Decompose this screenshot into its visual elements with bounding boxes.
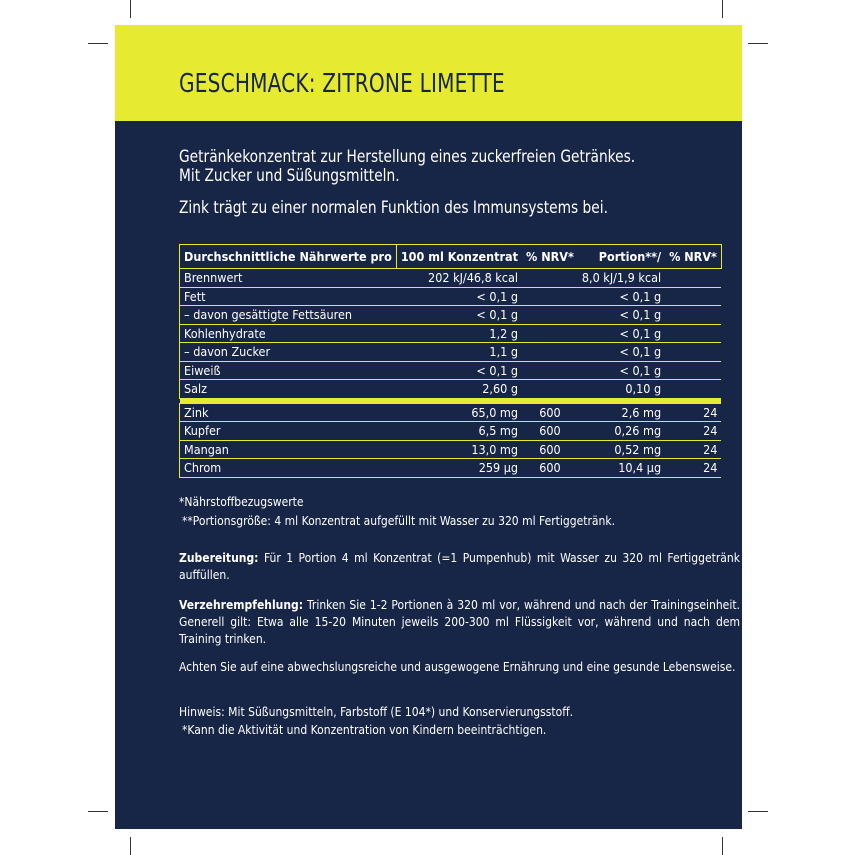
flavor-header <box>115 25 742 121</box>
header-cell: % NRV* <box>665 245 721 269</box>
crop-mark <box>748 43 768 44</box>
cell-nrv2 <box>665 380 721 399</box>
cell-conc: < 0,1 g <box>396 306 522 325</box>
nutrient-row <box>180 269 722 288</box>
cell-nrv2 <box>665 269 721 288</box>
label-panel <box>115 25 742 829</box>
cell-portion: 0,10 g <box>578 380 665 399</box>
cell-conc: 6,5 mg <box>396 422 522 441</box>
cell-nrv2: 24 <box>665 422 721 441</box>
cell-nrv1 <box>522 343 578 362</box>
nutrient-row <box>180 287 722 306</box>
intro-line-1: Getränkekonzentrat zur Herstellung eines zuckerfreien Getränkes. <box>179 147 636 167</box>
cell-nrv1 <box>522 306 578 325</box>
intro-line-2: Mit Zucker und Süßungsmitteln. <box>179 166 400 186</box>
crop-mark <box>722 0 723 18</box>
cell-portion: 8,0 kJ/1,9 kcal <box>578 269 665 288</box>
mineral-row <box>180 459 722 478</box>
cell-portion: < 0,1 g <box>578 306 665 325</box>
recommendation-text: Trinken Sie 1-2 Portionen à 320 ml vor, während und nach der Trainingseinheit. Generell gilt: Etwa alle 15-20 Minuten jeweils 200-300 ml Flüssigkeit vor, während und nach dem Training trinken. <box>179 598 740 646</box>
cell-conc: < 0,1 g <box>396 361 522 380</box>
cell-portion: 0,52 mg <box>578 440 665 459</box>
cell-name: Mangan <box>180 440 397 459</box>
mineral-row <box>180 422 722 441</box>
cell-nrv2 <box>665 287 721 306</box>
cell-nrv2 <box>665 306 721 325</box>
cell-nrv2 <box>665 361 721 380</box>
header-cell: Durchschnittliche Nährwerte pro <box>180 245 397 269</box>
nutrient-row <box>180 361 722 380</box>
nutrition-table <box>179 244 722 478</box>
mineral-row <box>180 403 722 422</box>
cell-name: Kupfer <box>180 422 397 441</box>
cell-nrv1: 600 <box>522 440 578 459</box>
nutrient-row <box>180 306 722 325</box>
cell-conc: < 0,1 g <box>396 287 522 306</box>
cell-portion: < 0,1 g <box>578 324 665 343</box>
cell-nrv2: 24 <box>665 459 721 478</box>
cell-conc: 1,2 g <box>396 324 522 343</box>
cell-conc: 2,60 g <box>396 380 522 399</box>
crop-mark <box>130 837 131 855</box>
nutrient-row <box>180 324 722 343</box>
cell-name: Fett <box>180 287 397 306</box>
cell-portion: < 0,1 g <box>578 287 665 306</box>
footnote-nrv: *Nährstoffbezugswerte <box>179 495 304 509</box>
header-cell: % NRV* <box>522 245 578 269</box>
crop-mark <box>748 811 768 812</box>
cell-nrv1: 600 <box>522 459 578 478</box>
zinc-claim: Zink trägt zu einer normalen Funktion des Immunsystems bei. <box>179 198 608 218</box>
cell-name: – davon Zucker <box>180 343 397 362</box>
cell-portion: < 0,1 g <box>578 361 665 380</box>
cell-conc: 65,0 mg <box>396 403 522 422</box>
crop-mark <box>88 811 108 812</box>
table-header-row <box>180 245 722 269</box>
cell-conc: 1,1 g <box>396 343 522 362</box>
cell-portion: 10,4 µg <box>578 459 665 478</box>
preparation-paragraph <box>179 550 740 584</box>
cell-name: Eiweiß <box>180 361 397 380</box>
preparation-text: Für 1 Portion 4 ml Konzentrat (=1 Pumpenhub) mit Wasser zu 320 ml Fertiggetränk auffüllen. <box>179 551 740 582</box>
nutrient-row <box>180 380 722 399</box>
footnote-portion: **Portionsgröße: 4 ml Konzentrat aufgefüllt mit Wasser zu 320 ml Fertiggetränk. <box>182 514 616 528</box>
cell-conc: 202 kJ/46,8 kcal <box>396 269 522 288</box>
cell-conc: 13,0 mg <box>396 440 522 459</box>
cell-name: Zink <box>180 403 397 422</box>
cell-nrv1: 600 <box>522 403 578 422</box>
cell-nrv1 <box>522 269 578 288</box>
crop-mark <box>130 0 131 18</box>
crop-mark <box>88 43 108 44</box>
cell-nrv2: 24 <box>665 440 721 459</box>
cell-name: Salz <box>180 380 397 399</box>
cell-name: Kohlenhydrate <box>180 324 397 343</box>
cell-portion: 0,26 mg <box>578 422 665 441</box>
recommendation-label: Verzehrempfehlung: <box>179 598 304 612</box>
cell-portion: < 0,1 g <box>578 343 665 362</box>
nutrient-row <box>180 343 722 362</box>
crop-mark <box>722 837 723 855</box>
cell-name: Chrom <box>180 459 397 478</box>
cell-name: – davon gesättigte Fettsäuren <box>180 306 397 325</box>
preparation-label: Zubereitung: <box>179 551 259 565</box>
cell-nrv1 <box>522 361 578 380</box>
cell-nrv2 <box>665 343 721 362</box>
cell-nrv1 <box>522 287 578 306</box>
flavor-title: GESCHMACK: ZITRONE LIMETTE <box>179 69 505 99</box>
mineral-row <box>180 440 722 459</box>
diet-note: Achten Sie auf eine abwechslungsreiche und ausgewogene Ernährung und eine gesunde Lebensweise. <box>179 660 736 674</box>
cell-nrv2: 24 <box>665 403 721 422</box>
cell-conc: 259 µg <box>396 459 522 478</box>
header-cell: Portion**/ <box>578 245 665 269</box>
cell-nrv1 <box>522 380 578 399</box>
warning-line-2: *Kann die Aktivität und Konzentration von Kindern beeinträchtigen. <box>182 723 547 737</box>
warning-line-1: Hinweis: Mit Süßungsmitteln, Farbstoff (E 104*) und Konservierungsstoff. <box>179 705 574 719</box>
cell-nrv1: 600 <box>522 422 578 441</box>
cell-portion: 2,6 mg <box>578 403 665 422</box>
header-cell: 100 ml Konzentrat <box>396 245 522 269</box>
recommendation-paragraph <box>179 597 740 648</box>
cell-nrv2 <box>665 324 721 343</box>
cell-name: Brennwert <box>180 269 397 288</box>
cell-nrv1 <box>522 324 578 343</box>
